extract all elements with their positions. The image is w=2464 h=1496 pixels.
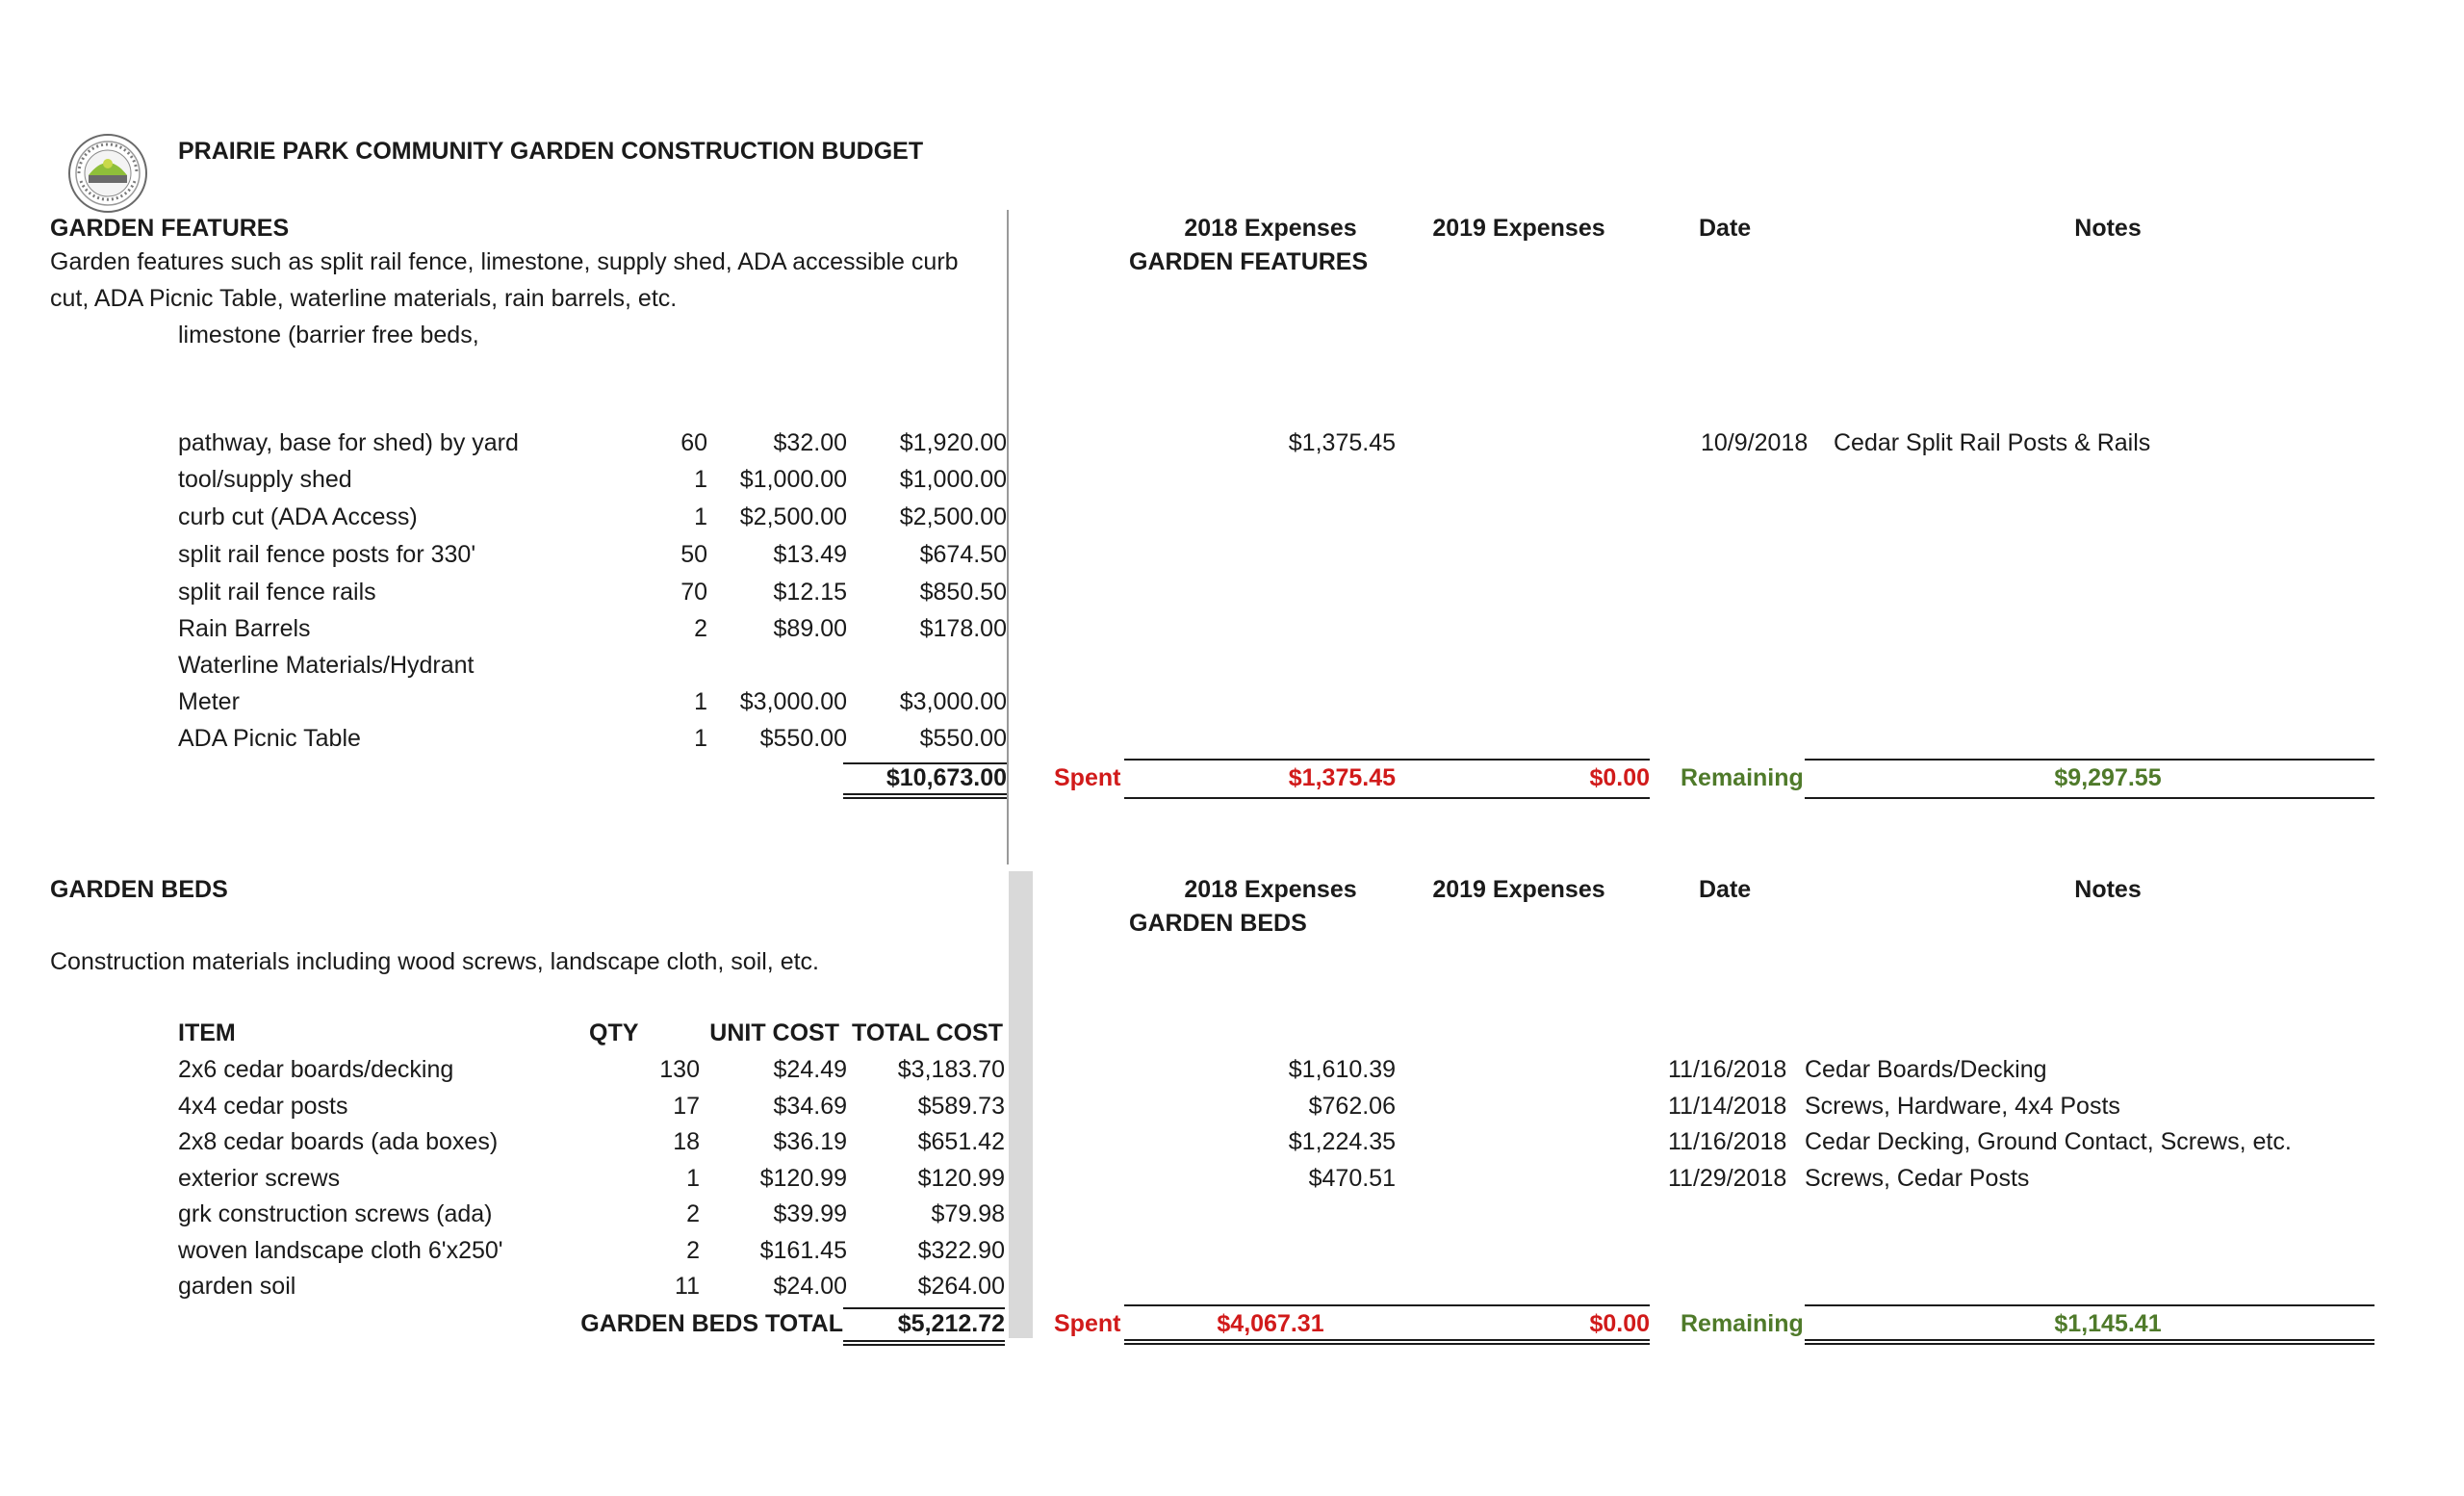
features-item-total: $178.00	[919, 615, 1007, 642]
beds-item-total: $79.98	[931, 1200, 1005, 1227]
beds-item-qty: 1	[686, 1164, 700, 1192]
features-expense-note: Cedar Split Rail Posts & Rails	[1834, 429, 2151, 456]
beds-spent-2019: $0.00	[1589, 1310, 1650, 1337]
features-remaining-bottom-rule	[1805, 797, 2374, 799]
beds-total-label: GARDEN BEDS TOTAL	[580, 1310, 843, 1337]
beds-expense-2018: $762.06	[1308, 1092, 1396, 1120]
beds-expense-2018: $1,224.35	[1288, 1128, 1396, 1155]
beds-item-qty: 130	[659, 1056, 700, 1083]
beds-expense-date: 11/16/2018	[1668, 1128, 1787, 1155]
features-remaining-label: Remaining	[1681, 764, 1804, 791]
features-item-qty: 1	[694, 503, 707, 530]
features-col-date: Date	[1699, 215, 1752, 242]
features-item-total: $1,920.00	[899, 429, 1007, 456]
beds-header-qty: QTY	[589, 1019, 639, 1046]
beds-item-name: garden soil	[178, 1273, 296, 1300]
beds-item-name: 4x4 cedar posts	[178, 1092, 348, 1120]
features-item-total: $674.50	[919, 541, 1007, 568]
beds-expense-date: 11/29/2018	[1668, 1164, 1787, 1192]
beds-header-total: TOTAL COST	[852, 1019, 1003, 1046]
features-total-double-rule	[843, 793, 1007, 799]
community-garden-seal-icon	[67, 133, 148, 214]
beds-col-2019: 2019 Expenses	[1432, 876, 1605, 903]
beds-header-item: ITEM	[178, 1019, 236, 1046]
beds-item-total: $651.42	[917, 1128, 1005, 1155]
waterline-label-line1: Waterline Materials/Hydrant	[178, 652, 475, 679]
beds-expense-note: Cedar Boards/Decking	[1805, 1056, 2047, 1083]
features-item-unit-cost: $550.00	[759, 725, 847, 752]
beds-expense-2018: $470.51	[1308, 1164, 1396, 1192]
beds-item-total: $589.73	[917, 1092, 1005, 1120]
page-title: PRAIRIE PARK COMMUNITY GARDEN CONSTRUCTION BUDGET	[178, 138, 924, 165]
beds-item-unit-cost: $120.99	[759, 1164, 847, 1192]
features-item-name: Meter	[178, 688, 240, 715]
section-divider	[1007, 210, 1009, 864]
beds-item-qty: 18	[673, 1128, 700, 1155]
beds-item-total: $120.99	[917, 1164, 1005, 1192]
beds-item-unit-cost: $161.45	[759, 1236, 847, 1264]
beds-item-qty: 2	[686, 1236, 700, 1264]
features-item-unit-cost: $32.00	[773, 429, 847, 456]
features-col-notes: Notes	[2074, 215, 2142, 242]
beds-total-double-rule	[843, 1340, 1005, 1346]
features-item-name: tool/supply shed	[178, 466, 352, 493]
features-remaining-amount: $9,297.55	[2054, 764, 2162, 791]
features-item-unit-cost: $12.15	[773, 579, 847, 606]
features-item-name: Rain Barrels	[178, 615, 311, 642]
beds-total: $5,212.72	[897, 1310, 1005, 1337]
beds-remaining-rule	[1805, 1304, 2374, 1306]
features-col-2019: 2019 Expenses	[1432, 215, 1605, 242]
beds-expenses-subheading: GARDEN BEDS	[1129, 910, 1307, 937]
features-expense-2018: $1,375.45	[1288, 429, 1396, 456]
beds-remaining-label: Remaining	[1681, 1310, 1804, 1337]
features-item-name: pathway, base for shed) by yard	[178, 429, 519, 456]
features-item-name: split rail fence posts for 330'	[178, 541, 476, 568]
beds-description: Construction materials including wood screws, landscape cloth, soil, etc.	[50, 948, 819, 975]
features-item-unit-cost: $2,500.00	[739, 503, 847, 530]
beds-col-notes: Notes	[2074, 876, 2142, 903]
features-spent-2018: $1,375.45	[1288, 764, 1396, 791]
features-spent-rule	[1124, 759, 1650, 761]
beds-item-name: 2x8 cedar boards (ada boxes)	[178, 1128, 499, 1155]
features-item-name: curb cut (ADA Access)	[178, 503, 418, 530]
beds-item-total: $322.90	[917, 1236, 1005, 1264]
beds-item-unit-cost: $34.69	[773, 1092, 847, 1120]
features-spent-label: Spent	[1054, 764, 1121, 791]
beds-remaining-amount: $1,145.41	[2054, 1310, 2162, 1337]
features-spent-bottom-rule	[1124, 797, 1650, 799]
features-item-label-line1: limestone (barrier free beds,	[178, 322, 479, 348]
features-item-unit-cost: $13.49	[773, 541, 847, 568]
beds-item-name: woven landscape cloth 6'x250'	[178, 1236, 503, 1264]
beds-item-unit-cost: $39.99	[773, 1200, 847, 1227]
features-item-qty: 1	[694, 688, 707, 715]
features-remaining-rule	[1805, 759, 2374, 761]
features-item-qty: 60	[680, 429, 707, 456]
features-item-unit-cost: $3,000.00	[739, 688, 847, 715]
features-item-unit-cost: $89.00	[773, 615, 847, 642]
features-item-total: $3,000.00	[899, 688, 1007, 715]
beds-item-unit-cost: $24.00	[773, 1273, 847, 1300]
beds-expense-note: Screws, Cedar Posts	[1805, 1164, 2030, 1192]
beds-item-unit-cost: $24.49	[773, 1056, 847, 1083]
beds-remaining-double-rule	[1805, 1339, 2374, 1345]
features-item-total: $550.00	[919, 725, 1007, 752]
features-item-qty: 1	[694, 725, 707, 752]
beds-expense-note: Cedar Decking, Ground Contact, Screws, etc.	[1805, 1128, 2292, 1155]
features-total: $10,673.00	[886, 764, 1007, 791]
divider-band	[1009, 871, 1033, 1338]
features-expenses-subheading: GARDEN FEATURES	[1129, 248, 1369, 275]
features-item-name: split rail fence rails	[178, 579, 376, 606]
features-spent-2019: $0.00	[1589, 764, 1650, 791]
features-col-2018: 2018 Expenses	[1184, 215, 1357, 242]
beds-spent-rule	[1124, 1304, 1650, 1306]
features-item-qty: 50	[680, 541, 707, 568]
features-description-cont: cut, ADA Picnic Table, waterline materials, rain barrels, etc.	[50, 285, 678, 312]
beds-expense-date: 11/14/2018	[1668, 1092, 1787, 1120]
beds-expense-date: 11/16/2018	[1668, 1056, 1787, 1083]
features-item-total: $2,500.00	[899, 503, 1007, 530]
beds-item-total: $264.00	[917, 1273, 1005, 1300]
features-description: Garden features such as split rail fence, limestone, supply shed, ADA accessible curb	[50, 248, 959, 275]
features-item-unit-cost: $1,000.00	[739, 466, 847, 493]
beds-expense-2018: $1,610.39	[1288, 1056, 1396, 1083]
features-item-qty: 1	[694, 466, 707, 493]
beds-col-2018: 2018 Expenses	[1184, 876, 1357, 903]
beds-item-total: $3,183.70	[897, 1056, 1005, 1083]
beds-header-unit: UNIT COST	[709, 1019, 839, 1046]
beds-item-qty: 2	[686, 1200, 700, 1227]
beds-spent-double-rule	[1124, 1339, 1650, 1345]
beds-item-name: 2x6 cedar boards/decking	[178, 1056, 454, 1083]
beds-expense-note: Screws, Hardware, 4x4 Posts	[1805, 1092, 2120, 1120]
features-item-name: ADA Picnic Table	[178, 725, 361, 752]
features-item-qty: 2	[694, 615, 707, 642]
features-expense-date: 10/9/2018	[1701, 429, 1809, 456]
features-item-total: $850.50	[919, 579, 1007, 606]
features-item-total: $1,000.00	[899, 466, 1007, 493]
beds-col-date: Date	[1699, 876, 1752, 903]
beds-heading: GARDEN BEDS	[50, 876, 228, 903]
beds-spent-2018: $4,067.31	[1217, 1310, 1324, 1337]
beds-item-name: exterior screws	[178, 1164, 341, 1192]
beds-item-qty: 11	[675, 1273, 700, 1300]
beds-item-qty: 17	[673, 1092, 700, 1120]
features-heading: GARDEN FEATURES	[50, 215, 290, 242]
beds-item-name: grk construction screws (ada)	[178, 1200, 493, 1227]
beds-item-unit-cost: $36.19	[773, 1128, 847, 1155]
features-item-qty: 70	[680, 579, 707, 606]
beds-spent-label: Spent	[1054, 1310, 1121, 1337]
